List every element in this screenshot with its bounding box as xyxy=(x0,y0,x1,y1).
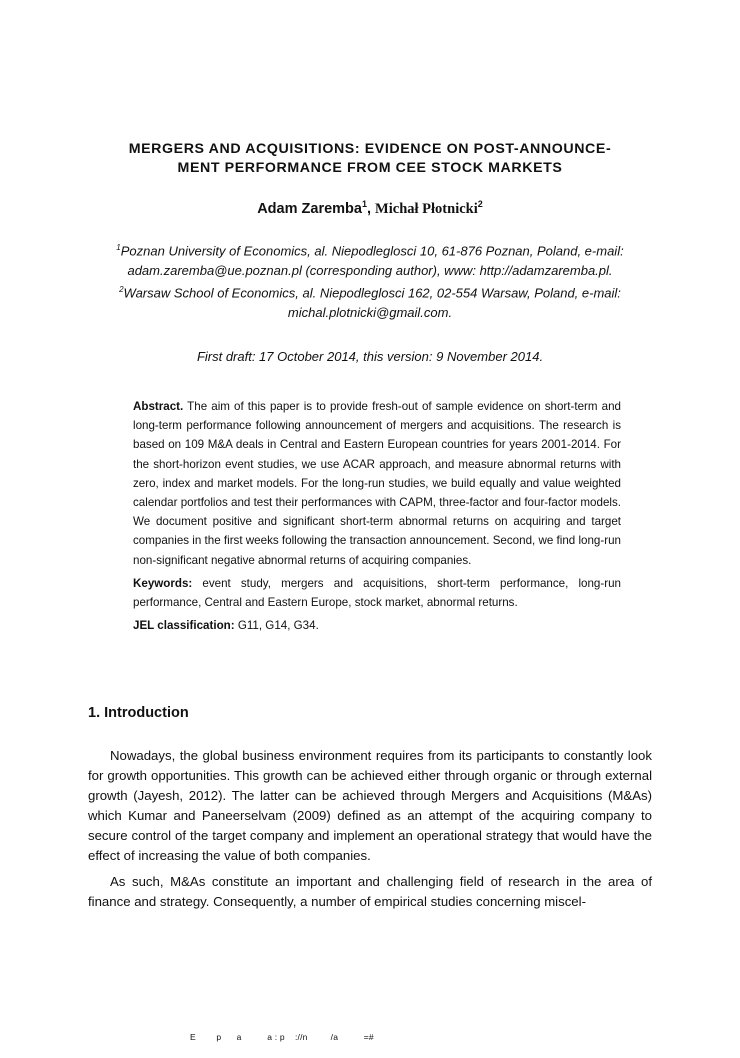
jel-text: G11, G14, G34. xyxy=(234,619,319,633)
abstract-block xyxy=(133,397,621,639)
section-heading: 1. Introduction xyxy=(88,705,189,721)
affiliation-2-sup: 2 xyxy=(119,285,124,295)
title-line-2: MENT PERFORMANCE FROM CEE STOCK MARKETS xyxy=(177,160,563,176)
keywords xyxy=(133,574,621,612)
keywords-text: event study, mergers and acquisitions, short-term performance, long-run performance, Central and Eastern Europe, stock market, abnormal returns. xyxy=(133,576,621,610)
keywords-label: Keywords: xyxy=(133,576,193,590)
affiliation-1-sup: 1 xyxy=(116,243,121,252)
author-1-sup: 1 xyxy=(361,199,367,209)
affiliation-1-line-2: adam.zaremba@ue.poznan.pl (corresponding author), www: http://adamzaremba.pl. xyxy=(127,262,613,278)
affiliation-1-text: Poznan University of Economics, al. Niepodleglosci 10, 61-876 Poznan, Poland, e-mail: xyxy=(120,243,624,259)
affiliation-2-line-2: michal.plotnicki@gmail.com. xyxy=(287,305,453,321)
abstract xyxy=(133,397,621,570)
jel-classification xyxy=(133,616,621,635)
author-separator: , xyxy=(366,200,376,217)
author-2: Michał Płotnicki xyxy=(375,200,478,217)
page-footer: E p a a : p ://n /a =# xyxy=(190,1032,374,1042)
affiliations xyxy=(90,238,650,323)
paper-title xyxy=(80,140,660,178)
author-list xyxy=(0,199,740,218)
affiliation-2-line-1 xyxy=(90,280,650,303)
affiliation-1-line-1 xyxy=(90,238,650,261)
author-2-sup: 2 xyxy=(477,199,483,209)
affiliation-2-text: Warsaw School of Economics, al. Niepodleglosci 162, 02-554 Warsaw, Poland, e-mail: xyxy=(123,285,621,301)
draft-date: First draft: 17 October 2014, this version: 9 November 2014. xyxy=(196,349,544,364)
body-text xyxy=(88,746,652,918)
abstract-label: Abstract. xyxy=(133,400,184,413)
jel-label: JEL classification: xyxy=(133,619,235,633)
author-1: Adam Zaremba xyxy=(257,200,362,217)
abstract-text: The aim of this paper is to provide fresh-out of sample evidence on short-term and long-term performance following announcement of mergers and acquisitions. The research is based on 109 M&A deals in Central and Eastern European countries for years 2001-2014. For the short-horizon event studies, we use ACAR approach, and measure abnormal returns with zero, index and market models. For the long-run studies, we build equally and value weighted calendar portfolios and test their performances with CAPM, three-factor and four-factor models. We document positive and significant short-term abnormal returns on acquiring and target companies in the first weeks following the transaction announcement. Second, we find long-run non-significant negative abnormal returns of acquiring companies. xyxy=(133,400,621,567)
title-line-1: MERGERS AND ACQUISITIONS: EVIDENCE ON POST-ANNOUNCE- xyxy=(128,141,612,157)
paragraph-2: As such, M&As constitute an important and challenging field of research in the area of finance and strategy. Consequently, a number of empirical studies concerning miscel- xyxy=(88,874,652,909)
paragraph-1: Nowadays, the global business environment requires from its participants to constantly look for growth opportunities. This growth can be achieved either through organic or through external growth (Jayesh, 2012). The latter can be achieved through Mergers and Acquisitions (M&As) which Kumar and Paneerselvam (2009) defined as an attempt of the acquiring company to secure control of the target company and implement an operational strategy that would have the effect of increasing the value of both companies. xyxy=(88,748,652,863)
